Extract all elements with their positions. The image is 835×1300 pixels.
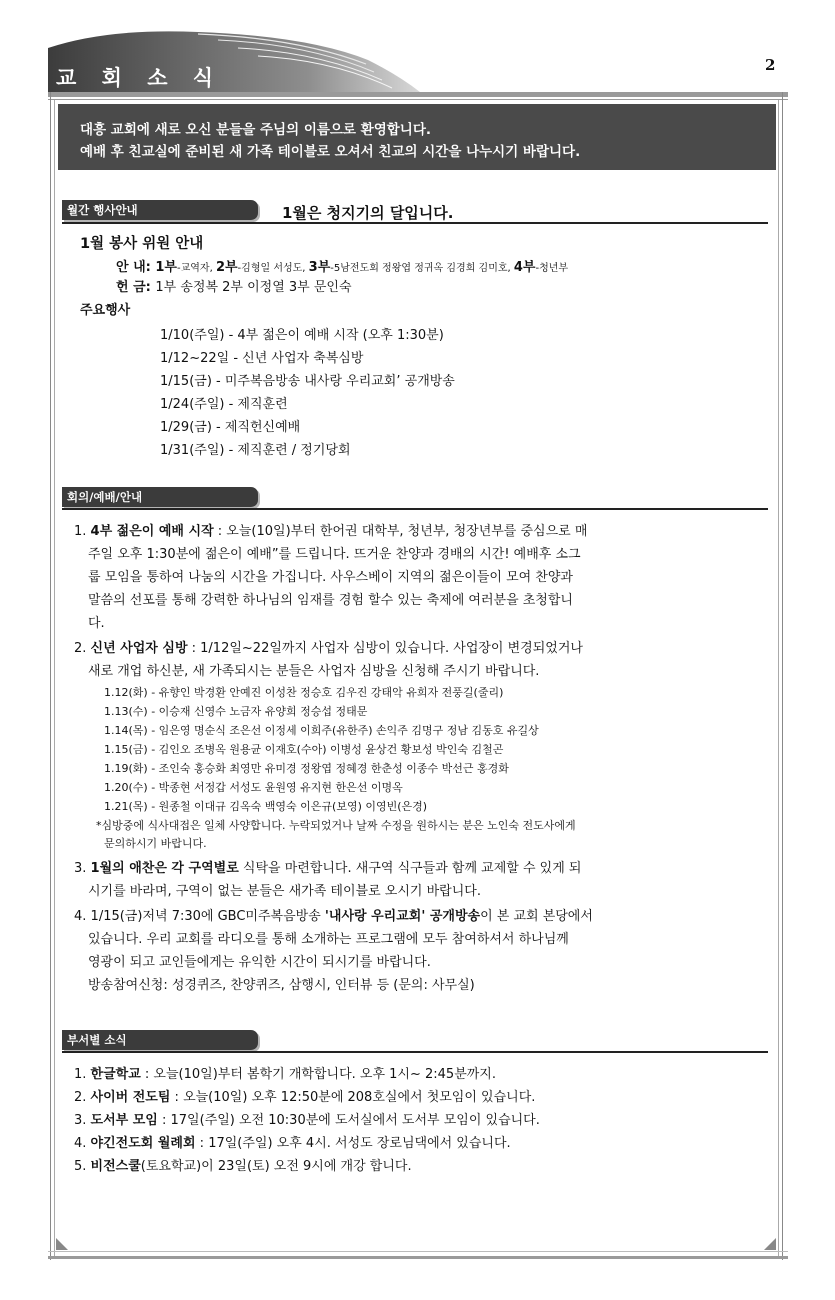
department-title: 사이버 전도팀 — [90, 1090, 171, 1105]
department-item — [74, 1063, 496, 1082]
department-num: 2. — [74, 1090, 91, 1105]
department-num: 4. — [74, 1136, 91, 1151]
notice-line: 룹 모임을 통하여 나눔의 시간을 가집니다. 사우스베이 지역의 젊은이들이 모여 찬양과 — [88, 570, 573, 585]
visit-schedule-row: 1.12(화) - 유향인 박경환 안예진 이성찬 정승호 김우진 강태악 유희자 전풍길(줄리) — [104, 686, 504, 699]
guide-line — [116, 256, 568, 275]
department-title: 도서부 모임 — [90, 1113, 158, 1128]
notice-text: : 1/12일~22일까지 사업자 심방이 있습니다. 사업장이 변경되었거나 — [187, 641, 583, 656]
notice-title: '내사랑 우리교회' 공개방송 — [324, 909, 481, 924]
department-item — [74, 1109, 540, 1128]
event-item: 1/15(금) - 미주복음방송 내사랑 우리교회’ 공개방송 — [160, 374, 455, 389]
meetings-rule — [62, 508, 768, 510]
event-item: 1/31(주일) - 제직훈련 / 정기당회 — [160, 443, 351, 458]
monthly-rule — [62, 222, 768, 224]
department-text: : 오늘(10일) 오후 12:50분에 208호실에서 첫모임이 있습니다. — [170, 1090, 536, 1105]
event-item: 1/29(금) - 제직헌신예배 — [160, 420, 301, 435]
department-text: : 오늘(10일)부터 봄학기 개학합니다. 오후 1시~ 2:45분까지. — [140, 1067, 496, 1082]
guide-part-4: 4부 — [513, 260, 536, 275]
guide-names-2: -김형일 서성도, — [237, 263, 309, 274]
notice-title: 1월의 애찬은 각 구역별로 — [90, 861, 239, 876]
department-title: 야긴전도회 월례회 — [90, 1136, 196, 1151]
frame-right-inner — [778, 100, 779, 1256]
offering-label: 헌 금: — [116, 280, 156, 295]
guide-label: 안 내: — [116, 260, 156, 275]
notice-line: 다. — [88, 616, 105, 631]
notice-item-3 — [74, 857, 581, 876]
visit-note: 문의하시기 바랍니다. — [104, 837, 207, 850]
notice-item-1 — [74, 520, 587, 539]
department-title: 비전스쿨 — [90, 1159, 141, 1174]
event-item: 1/10(주일) - 4부 젊은이 예배 시작 (오후 1:30분) — [160, 328, 444, 343]
department-item — [74, 1086, 535, 1105]
notice-line: 새로 개업 하신분, 새 가족되시는 분들은 사업자 심방을 신청해 주시기 바랍니다. — [88, 664, 540, 679]
notice-title: 신년 사업자 심방 — [90, 641, 188, 656]
notice-text: 식탁을 마련합니다. 새구역 식구들과 함께 교제할 수 있게 되 — [238, 861, 582, 876]
frame-bottom — [48, 1256, 788, 1259]
department-text: : 17일(주일) 오후 4시. 서성도 장로님댁에서 있습니다. — [195, 1136, 511, 1151]
departments-rule — [62, 1051, 768, 1053]
visit-schedule-row: 1.21(목) - 원종철 이대규 김옥숙 백영숙 이은규(보영) 이영빈(은경) — [104, 800, 428, 813]
frame-bottom-line — [48, 1251, 788, 1252]
event-item: 1/12~22일 - 신년 사업자 축복심방 — [160, 351, 364, 366]
guide-part-2: 2부 — [215, 260, 238, 275]
frame-top — [48, 92, 788, 97]
notice-item-4 — [74, 905, 593, 924]
monthly-events-tab — [62, 200, 258, 220]
events-heading: 주요행사 — [80, 303, 131, 318]
frame-top-line — [48, 99, 788, 100]
guide-names-3: -5남전도회 정왕엽 정귀옥 김경희 김미호, — [330, 263, 514, 274]
department-item — [74, 1132, 511, 1151]
visit-schedule-row: 1.15(금) - 김인오 조병옥 원용균 이재호(수아) 이병성 윤상건 황보성 박인숙 김철곤 — [104, 743, 504, 756]
notice-text: 1/15(금)저녁 7:30에 GBC미주복음방송 — [90, 909, 325, 924]
visit-schedule-row: 1.14(목) - 임은영 명순식 조은선 이정세 이희주(유한주) 손익주 김명구 정남 김동호 유길상 — [104, 724, 539, 737]
offering-line — [116, 276, 352, 295]
guide-part-3: 3부 — [308, 260, 331, 275]
monthly-events-tab-label: 월간 행사안내 — [67, 203, 138, 217]
welcome-box — [58, 104, 776, 170]
notice-num: 1. — [74, 524, 91, 539]
monthly-headline: 1월은 청지기의 달입니다. — [282, 204, 454, 222]
department-num: 1. — [74, 1067, 91, 1082]
notice-line: 있습니다. 우리 교회를 라디오를 통해 소개하는 프로그램에 모두 참여하셔서 하나님께 — [88, 932, 569, 947]
department-text: : 17일(주일) 오전 10:30분에 도서실에서 도서부 모임이 있습니다. — [157, 1113, 540, 1128]
page-number: 2 — [765, 56, 776, 74]
welcome-line-2: 예배 후 친교실에 준비된 새 가족 테이블로 오셔서 친교의 시간을 나누시기 바랍니다. — [80, 144, 581, 160]
notice-num: 4. — [74, 909, 91, 924]
section-title: 교 회 소 식 — [56, 66, 223, 90]
guide-names-1: -교역자, — [176, 263, 216, 274]
department-item — [74, 1155, 412, 1174]
guide-names-4: -청년부 — [535, 263, 569, 274]
meetings-tab-label: 회의/예배/안내 — [67, 490, 143, 504]
visit-schedule-row: 1.19(화) - 조인숙 홍승화 최영만 유미경 정왕엽 정혜경 한춘성 이종수 박선근 홍경화 — [104, 762, 509, 775]
volunteer-heading: 1월 봉사 위원 안내 — [80, 236, 204, 252]
department-num: 5. — [74, 1159, 91, 1174]
offering-names: 1부 송정복 2부 이정열 3부 문인숙 — [155, 280, 352, 295]
notice-line: 주일 오후 1:30분에 젊은이 예배”를 드립니다. 뜨거운 찬양과 경배의 시간! 예배후 소그 — [88, 547, 581, 562]
event-item: 1/24(주일) - 제직훈련 — [160, 397, 288, 412]
notice-num: 3. — [74, 861, 91, 876]
visit-schedule-row: 1.20(수) - 박종현 서정갑 서성도 윤원영 유지현 한은선 이명옥 — [104, 781, 403, 794]
frame-left-inner — [54, 100, 55, 1256]
notice-text: : 오늘(10일)부터 한어권 대학부, 청년부, 청장년부를 중심으로 매 — [213, 524, 588, 539]
guide-part-1: 1부 — [155, 260, 177, 275]
frame-left — [50, 92, 51, 1260]
department-text: (토요학교)이 23일(토) 오전 9시에 개강 합니다. — [140, 1159, 412, 1174]
notice-line: 영광이 되고 교인들에게는 유익한 시간이 되시기를 바랍니다. — [88, 955, 431, 970]
frame-right — [782, 92, 783, 1260]
departments-tab — [62, 1030, 258, 1050]
department-num: 3. — [74, 1113, 91, 1128]
notice-line: 방송참여신청: 성경퀴즈, 찬양퀴즈, 삼행시, 인터뷰 등 (문의: 사무실) — [88, 978, 475, 993]
meetings-tab — [62, 487, 258, 507]
notice-title: 4부 젊은이 예배 시작 — [90, 524, 214, 539]
notice-line: 시기를 바라며, 구역이 없는 분들은 새가족 테이블로 오시기 바랍니다. — [88, 884, 481, 899]
welcome-line-1: 대흥 교회에 새로 오신 분들을 주님의 이름으로 환영합니다. — [80, 122, 432, 138]
notice-num: 2. — [74, 641, 91, 656]
visit-note: *심방중에 식사대접은 일체 사양합니다. 누락되었거나 날짜 수정을 원하시는 분은 노인숙 전도사에게 — [96, 819, 576, 832]
departments-tab-label: 부서별 소식 — [67, 1033, 127, 1047]
notice-item-2 — [74, 637, 583, 656]
corner-triangle-right — [762, 1238, 776, 1250]
visit-schedule-row: 1.13(수) - 이승재 신영수 노금자 유양희 정승섭 정태문 — [104, 705, 368, 718]
department-title: 한글학교 — [90, 1067, 141, 1082]
corner-triangle-left — [56, 1238, 70, 1250]
notice-line: 말씀의 선포를 통해 강력한 하나님의 임재를 경험 할수 있는 축제에 여러분을 초청합니 — [88, 593, 573, 608]
notice-text: 이 본 교회 본당에서 — [480, 909, 593, 924]
